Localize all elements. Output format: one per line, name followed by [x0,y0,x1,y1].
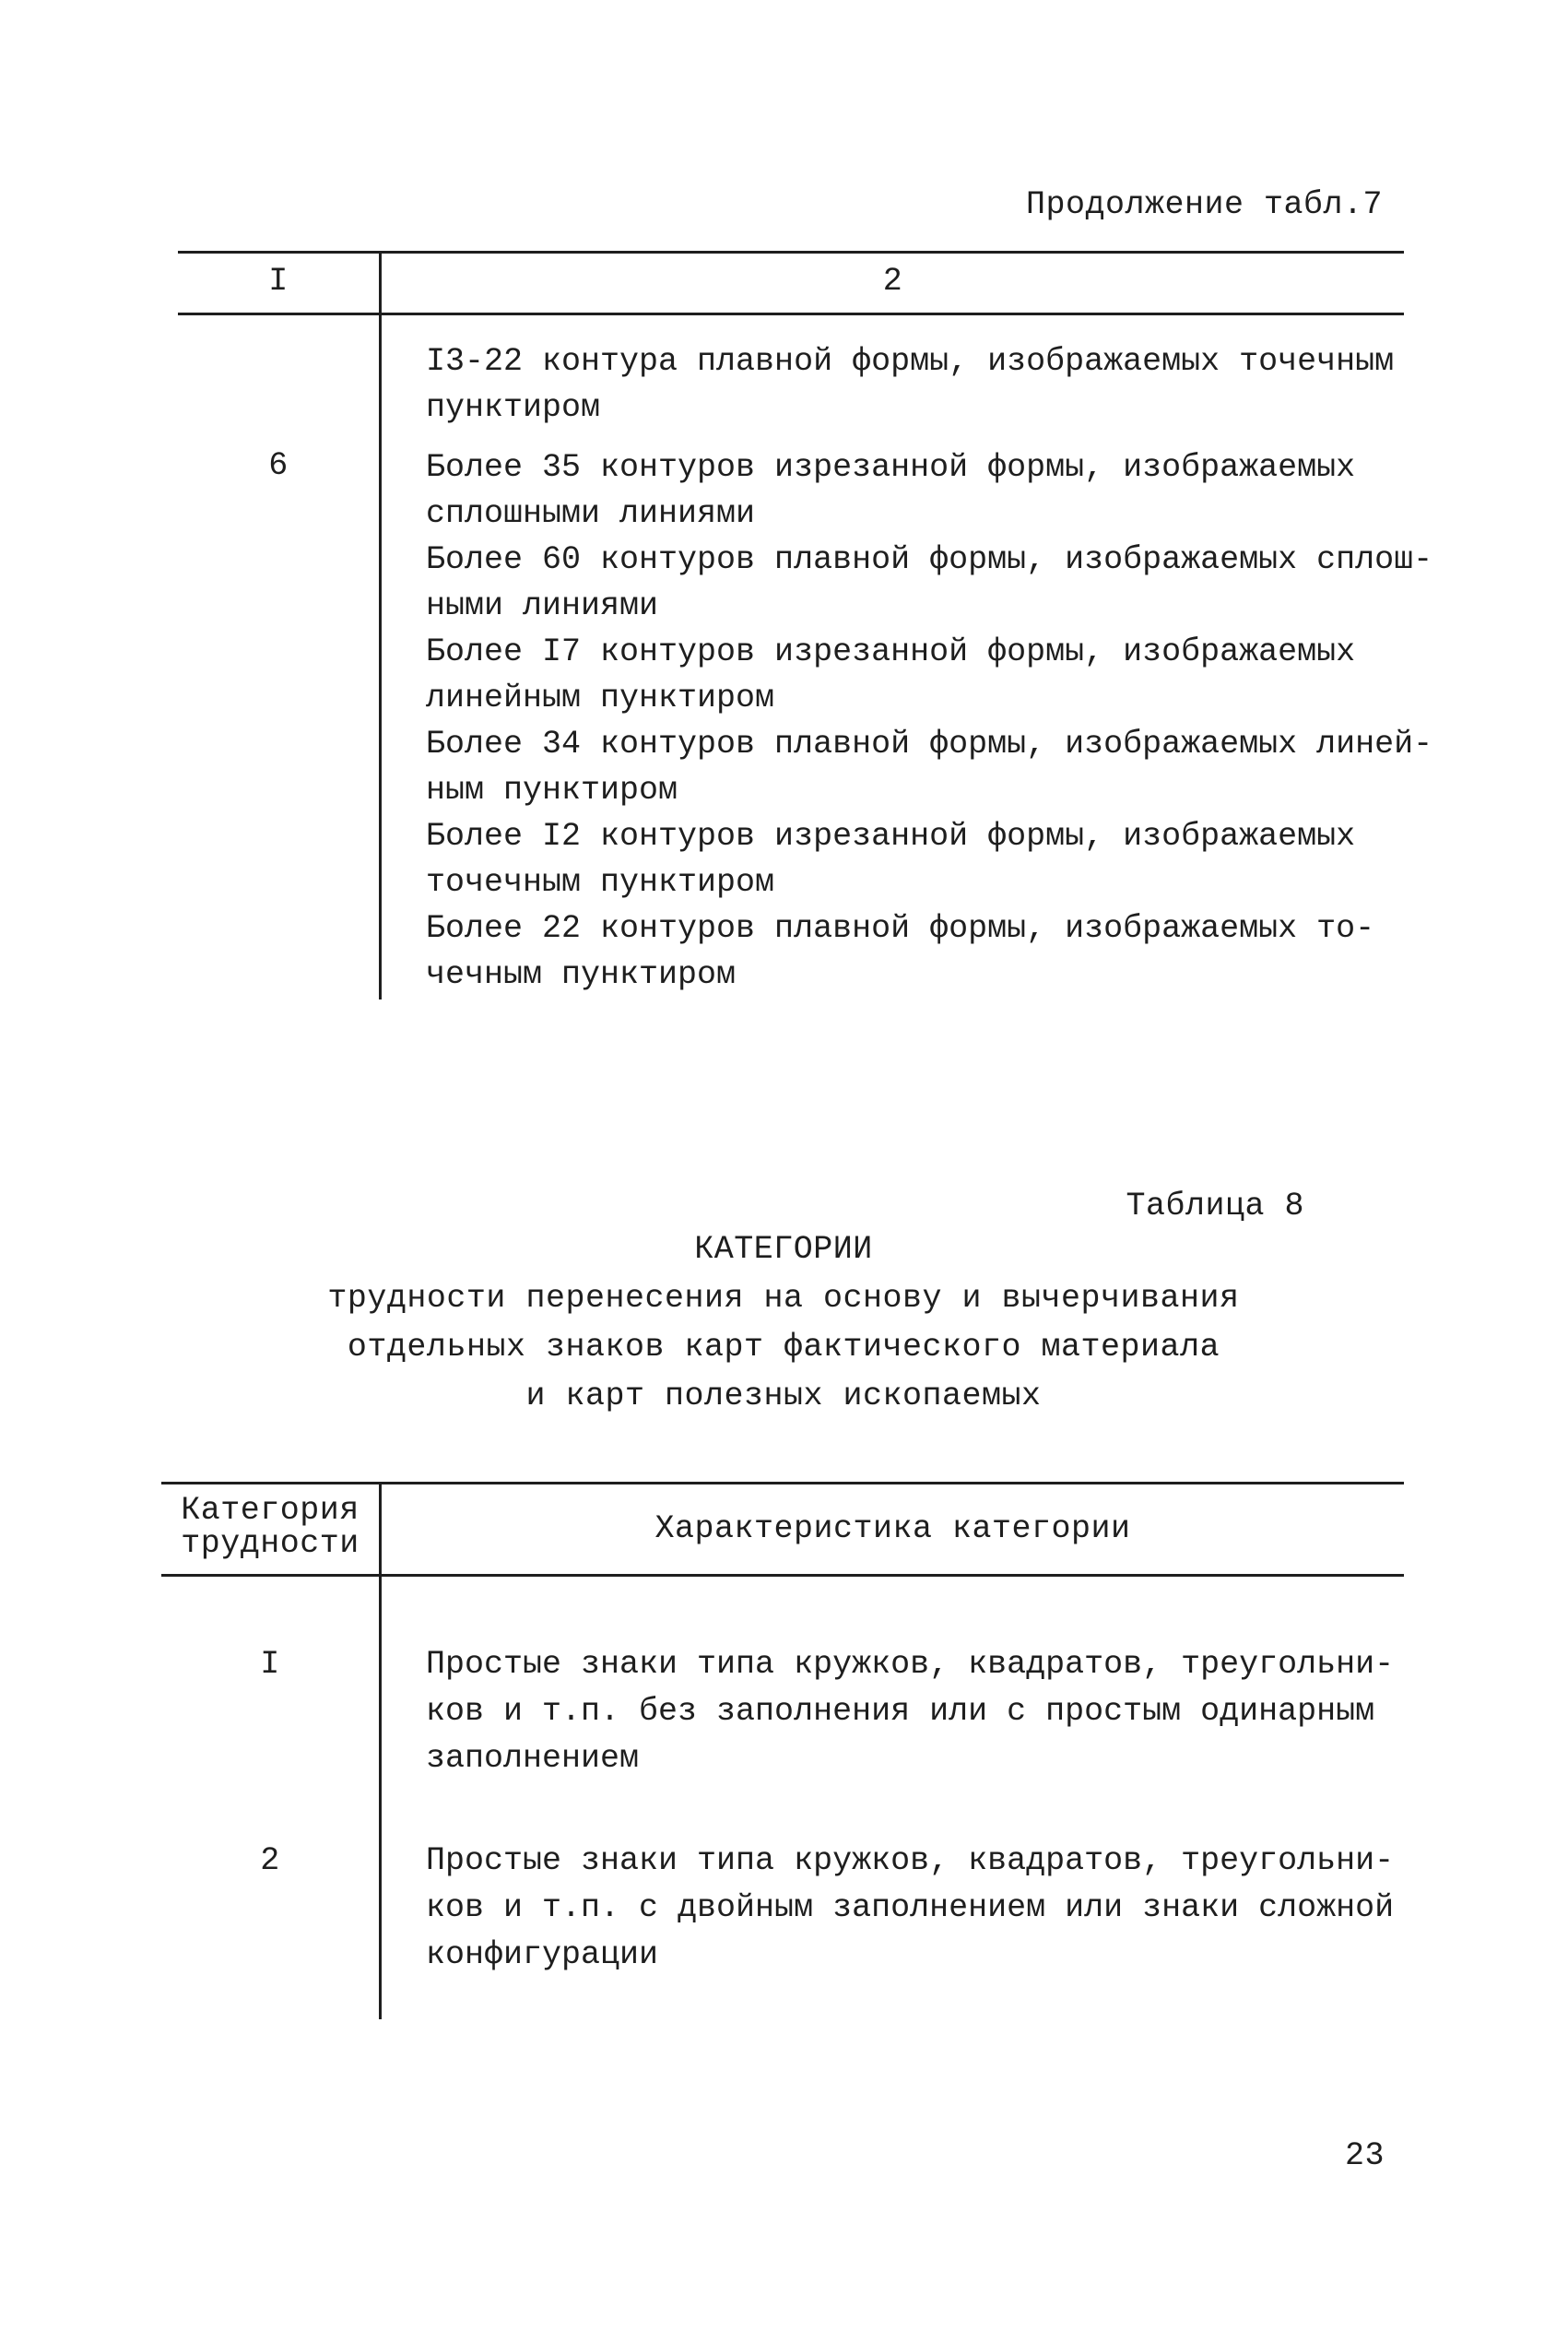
table8-col2-header: Характеристика категории [654,1510,1131,1547]
table8-row: Простые знаки типа кружков, квадратов, треугольни- ков и т.п. без заполнения или с простым одинарным заполнением [426,1646,1395,1777]
table7-row: Более I2 контуров изрезанной формы, изображаемых точечным пунктиром [426,818,1356,901]
table8-title: КАТЕГОРИИ [694,1231,873,1268]
table8-row-category: 2 [260,1842,280,1879]
table8-header-rule [161,1574,1404,1577]
table8-row-category: I [260,1646,280,1683]
page-number: 23 [1344,2137,1385,2174]
table7-row: Более 60 контуров плавной формы, изображаемых сплош- ными линиями [426,541,1433,624]
table7-row: Более 35 контуров изрезанной формы, изображаемых сплошными линиями [426,449,1356,532]
continuation-label: Продолжение табл.7 [1025,186,1383,223]
table7-category: 6 [268,447,289,484]
table7-row: Более 34 контуров плавной формы, изображаемых линей- ным пунктиром [426,726,1433,809]
table7-row: Более I7 контуров изрезанной формы, изображаемых линейным пунктиром [426,633,1356,716]
table8-col1-header: Категория трудности [181,1492,360,1562]
table8-row: Простые знаки типа кружков, квадратов, треугольни- ков и т.п. с двойным заполнением или знаки сложной конфигурации [426,1842,1395,1973]
table7-row: Более 22 контуров плавной формы, изображаемых то- чечным пунктиром [426,910,1375,993]
table7-col1-header: I [268,263,289,300]
table7-col2-header: 2 [882,263,903,300]
table7-header-rule [178,313,1404,315]
table7-top-rule [178,251,1404,254]
table8-subtitle: трудности перенесения на основу и вычерчивания отдельных знаков карт фактического материала и карт полезных ископаемых [327,1280,1240,1414]
table8-column-divider [379,1482,382,2019]
table7-row: I3-22 контура плавной формы, изображаемых точечным пунктиром [426,343,1395,426]
table8-label: Таблица 8 [1126,1188,1304,1224]
table7-column-divider [379,251,382,999]
table8-top-rule [161,1482,1404,1484]
